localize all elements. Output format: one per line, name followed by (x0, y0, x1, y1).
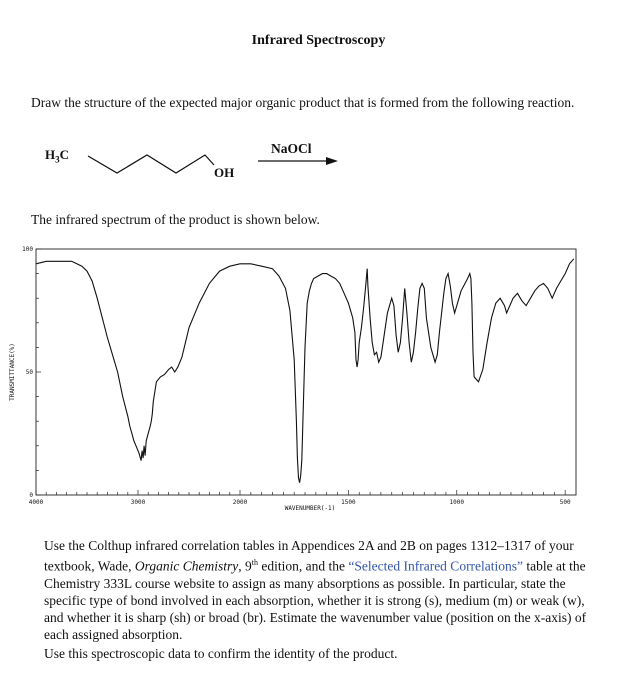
x-tick-label: 1500 (341, 499, 356, 506)
correlations-link[interactable]: “Selected Infrared Correlations” (348, 558, 524, 574)
y-axis-label: TRANSMITTANCE(%) (9, 343, 16, 401)
y-tick-label: 0 (29, 492, 33, 499)
question-prompt: Draw the structure of the expected major organic product that is formed from the following reaction. (31, 95, 575, 110)
reagent-label: NaOCl (271, 141, 312, 156)
hydroxyl-label: OH (214, 165, 235, 180)
plot-frame (36, 249, 576, 495)
edition-superscript: th (251, 558, 259, 567)
spectrum-line (36, 259, 574, 483)
confirm-instruction: Use this spectroscopic data to confirm the identity of the product. (44, 646, 398, 661)
x-tick-label: 500 (559, 499, 571, 506)
x-tick-label: 1000 (449, 499, 465, 506)
x-axis-label: WAVENUMBER(-1) (284, 505, 336, 512)
y-tick-label: 100 (22, 246, 33, 253)
x-axis-ticks (29, 490, 571, 506)
y-tick-label: 50 (25, 369, 33, 376)
spectrum-intro: The infrared spectrum of the product is shown below. (31, 212, 320, 227)
y-axis-ticks (22, 246, 41, 499)
reaction-arrow-icon (256, 154, 342, 168)
x-tick-label: 4000 (28, 499, 44, 506)
x-tick-label: 2000 (232, 499, 248, 506)
methyl-label: $H_3C$ (45, 147, 70, 165)
page-title: Infrared Spectroscopy (251, 33, 386, 48)
carbon-chain-bonds (88, 155, 214, 173)
book-title: Organic Chemistry (134, 558, 239, 574)
instructions-text-3: edition, and the (258, 558, 349, 574)
ir-spectrum-chart (0, 236, 637, 526)
instructions-paragraph (44, 537, 606, 643)
instructions-text-2: , 9 (238, 558, 252, 574)
x-tick-label: 3000 (130, 499, 146, 506)
instructions-text-4: table at the Chemistry 333L course website to assign as many absorptions as possible. In particular, state the specific type of bond involved in each absorption, whether it is strong (s), medium (m) or weak (w), and whether it is sharp (sh) or broad (br). Estimate the wavenumber value (position on the x-axis) of each assigned absorption. (44, 558, 587, 642)
instructions-text-1: Use the Colthup infrared correlation tables in Appendices 2A and 2B on pages 1312–1317 of your textbook, Wade, (44, 538, 574, 574)
